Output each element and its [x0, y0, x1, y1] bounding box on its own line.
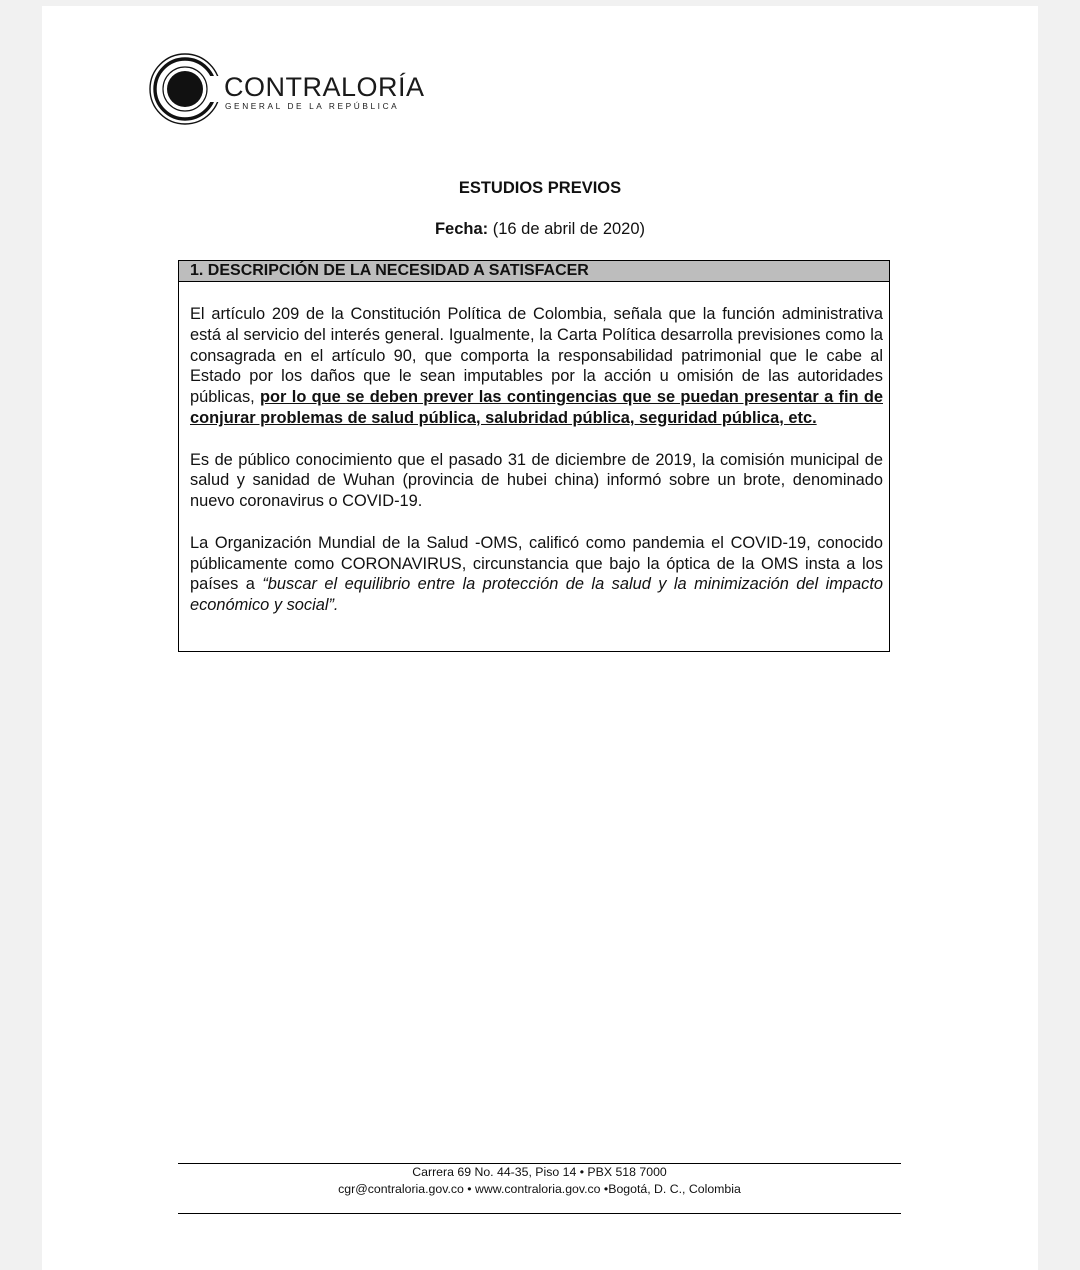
- paragraph-3-quote: “buscar el equilibrio entre la protección de la salud y la minimización del impacto económico y social”.: [190, 575, 883, 615]
- logo-name: CONTRALORÍA: [224, 72, 425, 102]
- logo-subtitle: GENERAL DE LA REPÚBLICA: [225, 101, 400, 111]
- paragraph-2: Es de público conocimiento que el pasado 31 de diciembre de 2019, la comisión municipal de salud y sanidad de Wuhan (provincia de hubei china) informó sobre un brote, denominado nuevo coronavirus o COVID-19.: [190, 450, 883, 511]
- section-needs-description: [178, 260, 890, 652]
- paragraph-1: [190, 304, 883, 429]
- document-page: [42, 6, 1038, 1270]
- date-label: Fecha:: [434, 220, 489, 238]
- section-header: 1. DESCRIPCIÓN DE LA NECESIDAD A SATISFACER: [179, 261, 889, 282]
- footer-address: Carrera 69 No. 44-35, Piso 14 • PBX 518 7000: [412, 1165, 667, 1179]
- contraloria-logo: [148, 52, 448, 127]
- paragraph-1-text: El artículo 209 de la Constitución Política de Colombia, señala que la función administrativa está al servicio del interés general. Igualmente, la Carta Política desarrolla previsiones como la consagrada en el artículo 90, que comporta la responsabilidad patrimonial que le cabe al Estado por los daños que le sean imputables por la acción u omisión de las autoridades públicas,: [190, 305, 883, 407]
- section-body: [179, 282, 889, 616]
- document-date: [42, 220, 1038, 239]
- contraloria-circle-logo-icon: [148, 52, 224, 128]
- date-value: (16 de abril de 2020): [492, 220, 646, 238]
- document-title: ESTUDIOS PREVIOS: [458, 179, 622, 197]
- paragraph-3: [190, 533, 883, 616]
- footer-divider-bottom: [178, 1213, 901, 1214]
- paragraph-1-emphasis: por lo que se deben prever las contingencias que se puedan presentar a fin de conjurar problemas de salud pública, salubridad pública, seguridad pública, etc.: [190, 388, 883, 427]
- footer-divider-top: [178, 1163, 901, 1164]
- footer-contact: cgr@contraloria.gov.co • www.contraloria.gov.co •Bogotá, D. C., Colombia: [338, 1182, 741, 1196]
- paragraph-3-text: La Organización Mundial de la Salud -OMS, calificó como pandemia el COVID-19, conocido públicamente como CORONAVIRUS, circunstancia que bajo la óptica de la OMS insta a los países a: [190, 533, 883, 594]
